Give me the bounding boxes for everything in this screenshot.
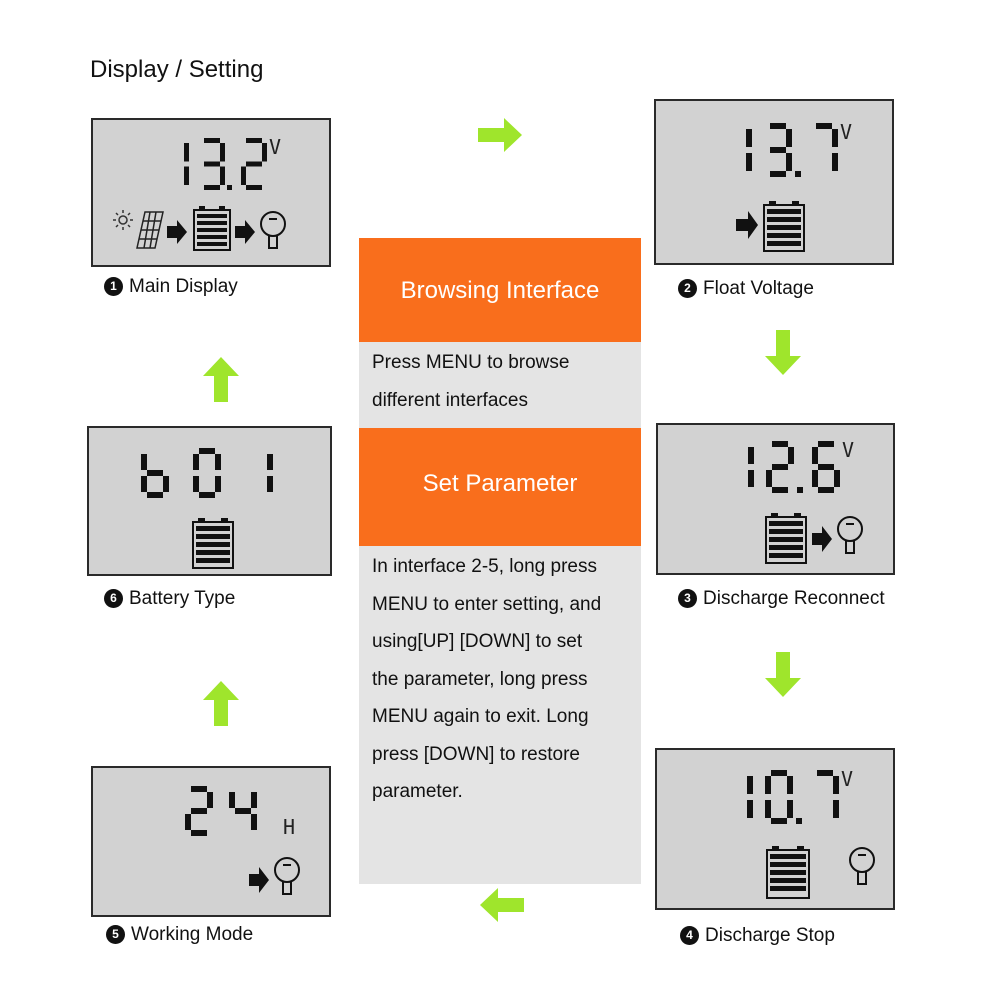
step-number: 3 [678,589,697,608]
lcd-segment [788,447,794,464]
lcd-segment [215,454,221,470]
lcd-segment [207,792,213,808]
lcd-segment [765,776,771,794]
lcd-decimal-point [797,487,803,493]
lcd-unit: V [841,767,854,791]
lcd-decimal-point [796,818,802,824]
battery-icon [767,846,809,898]
battery-icon [194,206,230,250]
lcd-digit [816,123,838,171]
lcd-digits [747,770,839,824]
solar-panel-icon [137,212,163,248]
lcd-segment [816,123,832,129]
caption-text: Discharge Stop [705,925,835,946]
lcd-segment [241,167,246,186]
lcd-segment [787,800,793,818]
lcd-segment [818,487,834,493]
lcd-segment [163,476,169,492]
lcd-digit [746,129,752,171]
lcd-segment [771,770,787,776]
browsing-interface-banner: Browsing Interface [359,238,641,342]
instruction-line: parameter. [372,781,463,802]
instruction-line: different interfaces [372,389,528,411]
lcd-segment [220,167,225,186]
step-number: 5 [106,925,125,944]
flow-arrow-right-icon [478,118,524,152]
lcd-segment [748,447,754,464]
lcd-digit [748,447,754,487]
lcd-segment [246,185,262,190]
lcd-discharge-stop [655,748,895,910]
lcd-segment [267,476,273,492]
flow-arrow-up-icon [203,680,239,726]
lcd-segment [832,129,838,147]
lcd-segment [229,792,235,808]
flow-arrow-up-icon [203,356,239,402]
lcd-digit [141,454,169,498]
lcd-digit [812,441,840,493]
instruction-line: In interface 2-5, long press [372,556,597,577]
lcd-main-display-art [93,120,331,267]
lcd-segment [246,138,262,143]
caption-discharge-stop [680,925,835,947]
step-number: 1 [104,277,123,296]
caption-battery-type [104,588,235,610]
lcd-working-mode [91,766,331,917]
lcd-segment [834,470,840,487]
caption-float-voltage [678,278,814,300]
lcd-segment [147,470,163,476]
set-parameter-banner: Set Parameter [359,428,641,546]
lcd-digit [747,776,753,818]
lcd-segment [746,129,752,147]
lcd-unit: V [840,120,853,144]
lcd-digits [184,138,267,190]
battery-icon [766,513,806,563]
lcd-segment [770,123,786,129]
lcd-discharge-reconnect-art [658,425,895,575]
instruction-line: Press MENU to browse [372,352,570,373]
lcd-segment [262,143,267,162]
lcd-segment [191,808,207,814]
lcd-segment [215,476,221,492]
lcd-digit [267,454,273,492]
lcd-float-voltage [654,99,894,265]
lcd-digit [817,770,839,818]
lcd-segment [817,770,833,776]
instruction-line: press [DOWN] to restore [372,743,580,765]
lcd-segment [184,167,189,186]
lcd-decimal-point [795,171,801,177]
step-number: 6 [104,589,123,608]
lcd-segment [772,464,788,470]
instruction-line: MENU to enter setting, and [372,593,602,615]
lcd-segment [833,776,839,794]
instruction-panel [359,238,641,884]
setting-instructions [372,548,640,811]
flow-arrow-down-icon [765,652,801,698]
lcd-segment [832,153,838,171]
caption-text: Float Voltage [703,278,814,299]
lcd-segment [772,441,788,447]
lcd-digits [748,441,840,493]
page-title: Display / Setting [90,56,264,83]
instruction-line: MENU again to exit. Long [372,706,589,727]
instruction-line: the parameter, long press [372,668,588,690]
bulb-icon [275,858,299,894]
lcd-digit [766,441,794,493]
flow-arrow-down-icon [765,330,801,376]
lcd-segment [191,786,207,792]
lcd-working-mode-art [93,768,331,917]
lcd-digits [141,448,273,498]
lcd-segment [772,487,788,493]
lcd-segment [267,454,273,470]
lcd-segment [770,147,786,153]
lcd-segment [141,476,147,492]
lcd-segment [251,814,257,830]
sun-icon [113,210,133,230]
lcd-segment [193,476,199,492]
lcd-segment [746,153,752,171]
lcd-segment [833,800,839,818]
lcd-main-display [91,118,331,267]
lcd-unit: H [283,815,296,839]
lcd-segment [251,792,257,808]
lcd-segment [787,776,793,794]
lcd-segment [747,800,753,818]
lcd-segment [766,470,772,487]
caption-text: Battery Type [129,588,236,609]
lcd-digit [185,786,213,836]
lcd-segment [204,162,220,167]
caption-text: Discharge Reconnect [703,588,885,609]
lcd-segment [748,470,754,487]
lcd-digit [765,770,793,824]
caption-working-mode [106,924,253,946]
lcd-segment [235,808,251,814]
lcd-discharge-stop-art [657,750,895,910]
lcd-digit [184,143,189,185]
lcd-segment [765,800,771,818]
lcd-segment [747,776,753,794]
lcd-segment [185,814,191,830]
instruction-line: using[UP] [DOWN] to set [372,631,583,652]
lcd-unit: V [842,438,855,462]
lcd-decimal-point [227,185,232,190]
lcd-digit [193,448,221,498]
lcd-float-voltage-art [656,101,894,265]
battery-icon [764,201,804,251]
lcd-segment [812,447,818,464]
arrow-icon [167,220,187,244]
lcd-segment [191,830,207,836]
lcd-segment [199,492,215,498]
lcd-digit [770,123,792,177]
battery-icon [193,518,233,568]
caption-main-display [104,276,238,298]
lcd-segment [818,464,834,470]
lcd-discharge-reconnect [656,423,895,575]
lcd-segment [812,470,818,487]
caption-text: Main Display [129,276,238,297]
lcd-segment [786,153,792,171]
arrow-icon [235,220,255,244]
browsing-instructions [372,344,640,419]
lcd-segment [193,454,199,470]
caption-discharge-reconnect [678,588,885,610]
step-number: 2 [678,279,697,298]
lcd-digits [185,786,257,836]
bulb-icon [261,212,285,248]
lcd-digits [746,123,838,177]
lcd-unit: V [269,135,282,159]
lcd-segment [204,138,220,143]
flow-arrow-left-icon [478,888,524,922]
lcd-digit [229,792,257,830]
lcd-segment [184,143,189,162]
arrow-icon [249,867,269,893]
bulb-icon [838,517,862,553]
caption-text: Working Mode [131,924,254,945]
arrow-icon [736,211,758,239]
arrow-icon [812,526,832,552]
lcd-segment [220,143,225,162]
lcd-battery-type [87,426,332,576]
step-number: 4 [680,926,699,945]
lcd-segment [147,492,163,498]
lcd-battery-type-art [89,428,332,576]
lcd-segment [786,129,792,147]
lcd-segment [141,454,147,470]
lcd-digit [241,138,267,190]
lcd-segment [199,448,215,454]
lcd-segment [770,171,786,177]
lcd-segment [246,162,262,167]
bulb-icon [850,848,874,884]
lcd-digit [204,138,225,190]
lcd-segment [818,441,834,447]
lcd-segment [204,185,220,190]
lcd-segment [771,818,787,824]
